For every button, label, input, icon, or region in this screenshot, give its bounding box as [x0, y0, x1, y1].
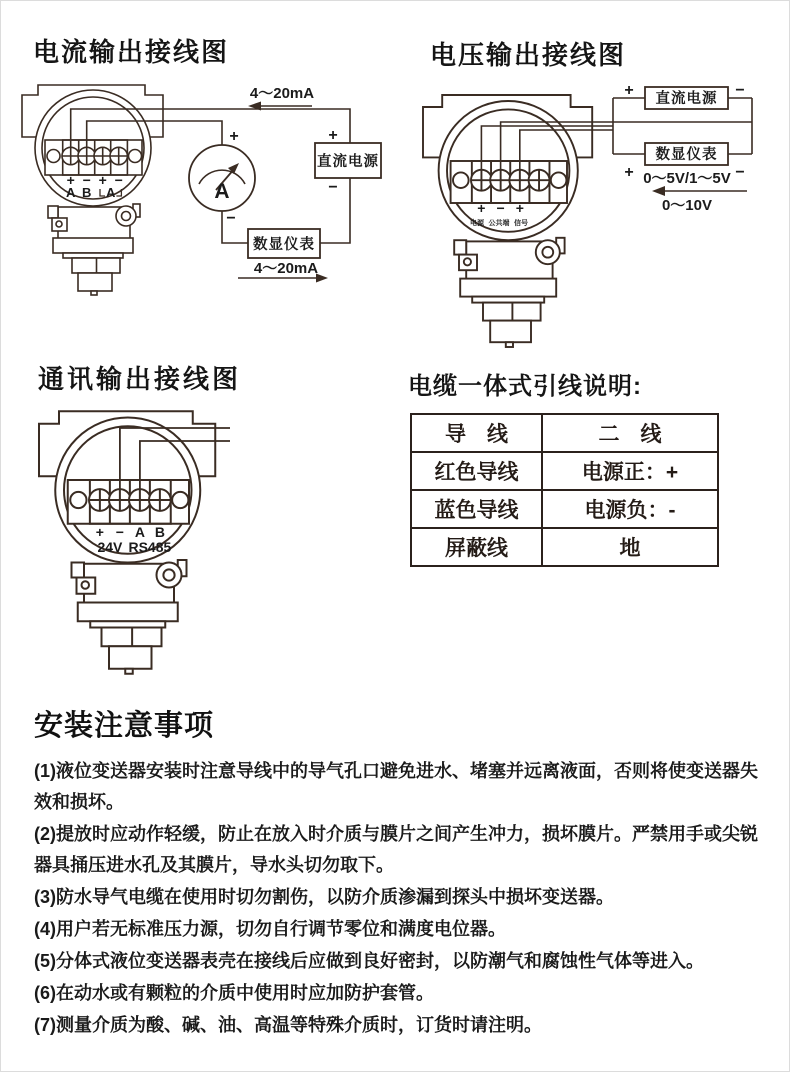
terminal-sign: −: [114, 172, 123, 188]
table-cell: 蓝色导线: [411, 490, 542, 528]
display-meter-label: 数显仪表: [253, 237, 315, 253]
terminal-sign: −: [115, 524, 124, 540]
table-header-cell: 导 线: [411, 414, 542, 452]
terminal-name: B: [82, 185, 92, 200]
terminal-name: 公共端: [488, 220, 510, 227]
terminal-name: A: [66, 185, 76, 200]
minus-sign: −: [226, 210, 236, 227]
table-row: [411, 452, 718, 490]
terminal-sign: +: [98, 172, 107, 188]
display-meter-box: [248, 229, 320, 258]
cable-table-title: 电缆一体式引线说明:: [408, 373, 642, 400]
comm-output-diagram: [20, 395, 390, 695]
table-cell: 电源正：+: [542, 452, 718, 490]
table-cell: 电源负：-: [542, 490, 718, 528]
install-note-item: (2)提放时应动作轻缓，防止在放入时介质与膜片之间产生冲力，损坏膜片。严禁用手或尖锐器具捅压进水孔及其膜片，导水头切勿取下。: [34, 824, 758, 875]
minus-sign: −: [735, 82, 745, 99]
range-label-1: 0～5V/1～5V: [643, 170, 731, 187]
wire: [728, 98, 752, 154]
terminal-name: A: [106, 185, 116, 200]
comm-diagram-title: 通讯输出接线图: [38, 364, 242, 394]
plus-sign: +: [229, 128, 239, 145]
plus-sign: +: [328, 127, 338, 144]
terminal-sign: B: [154, 524, 165, 540]
terminal-sign: +: [477, 200, 486, 216]
dc-power-box: [315, 143, 381, 178]
install-note-item: (6)在动水或有颗粒的介质中使用时应加防护套管。: [34, 983, 434, 1003]
current-diagram-title: 电流输出接线图: [33, 37, 230, 67]
table-cell: 屏蔽线: [411, 528, 542, 566]
terminal-name: 电源: [470, 220, 484, 227]
transmitter-drawing: [39, 411, 215, 674]
terminal-name: 24V: [97, 539, 123, 555]
table-header-cell: 二 线: [542, 414, 718, 452]
install-notes: [34, 756, 764, 1042]
table-row: [411, 528, 718, 566]
terminal-sign: −: [496, 200, 505, 216]
install-note-item: (5)分体式液位变送器表壳在接线后应做到良好密封，以防潮气和腐蚀性气体等进入。: [34, 951, 704, 971]
terminal-sign: +: [66, 172, 75, 188]
plus-sign: +: [624, 164, 634, 181]
terminal-sign: +: [515, 200, 524, 216]
loop-label-bottom: 4～20mA: [253, 260, 319, 277]
display-meter-box: [645, 143, 728, 165]
terminal-sign: −: [82, 172, 91, 188]
terminal-sign: A: [134, 524, 145, 540]
install-note-item: (4)用户若无标准压力源，切勿自行调节零位和满度电位器。: [34, 919, 506, 939]
table-cell: 地: [542, 528, 718, 566]
plus-sign: +: [624, 82, 634, 99]
install-notes-title: 安装注意事项: [34, 710, 215, 742]
range-label-2: 0～10V: [661, 197, 713, 214]
voltage-diagram-title: 电压输出接线图: [430, 40, 627, 70]
table-cell: 红色导线: [411, 452, 542, 490]
install-note-item: (1)液位变送器安装时注意导线中的导气孔口避免进水、堵塞并远离液面，否则将使变送器失效和损坏。: [34, 761, 758, 812]
arrow-left-icon: [652, 186, 665, 196]
voltage-output-diagram: [415, 80, 790, 350]
minus-sign: −: [328, 179, 338, 196]
ammeter: [189, 145, 255, 211]
wire: [613, 98, 645, 154]
terminal-name: 信号: [514, 220, 528, 227]
cable-lead-table: [410, 413, 719, 567]
terminal-name: RS485: [128, 539, 172, 555]
display-meter-label: 数显仪表: [655, 147, 718, 163]
terminal-sign: +: [95, 524, 104, 540]
install-note-item: (7)测量介质为酸、碱、油、高温等特殊介质时，订货时请注明。: [34, 1015, 542, 1035]
loop-label-top: 4～20mA: [249, 85, 315, 102]
terminal-labels: [470, 200, 528, 227]
dc-power-label: 直流电源: [317, 154, 379, 170]
table-row: [411, 490, 718, 528]
transmitter-drawing: [22, 85, 163, 295]
ammeter-label: A: [214, 180, 230, 203]
install-note-item: (3)防水导气电缆在使用时切勿割伤，以防介质渗漏到探头中损坏变送器。: [34, 887, 614, 907]
dc-power-box: [645, 87, 728, 109]
dc-power-label: 直流电源: [655, 91, 718, 107]
minus-sign: −: [735, 164, 745, 181]
current-output-diagram: [20, 80, 390, 300]
table-header-row: [411, 414, 718, 452]
